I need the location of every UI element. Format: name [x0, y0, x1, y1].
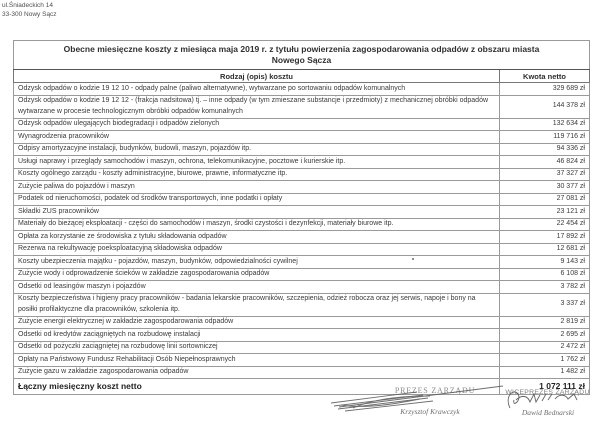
cost-amount-cell: 17 892 zł — [500, 231, 590, 244]
cost-description-cell: Materiały do bieżącej eksploatacji - części do samochodów i maszyn, środki czystości i dezynfekcji, materiały biurowe itp. — [14, 218, 500, 231]
table-row — [14, 168, 590, 181]
cost-amount-cell: 30 377 zł — [500, 181, 590, 194]
address-street: ul.Śniadeckich 14 — [2, 2, 53, 9]
table-title-row — [14, 41, 590, 70]
cost-amount-cell: 27 081 zł — [500, 193, 590, 206]
cost-description-cell: Odzysk odpadów o kodzie 19 12 10 - odpady palne (paliwo alternatywne), wytwarzane po sortowaniu odpadów komunalnych — [14, 83, 500, 96]
company-address — [2, 1, 57, 19]
cost-description-cell: Odpisy amortyzacyjne instalacji, budynków, budowli, maszyn, pojazdów itp. — [14, 143, 500, 156]
table-row — [14, 206, 590, 219]
cost-description-cell: Zużycie wody i odprowadzenie ścieków w zakładzie zagospodarowania odpadów — [14, 268, 500, 281]
table-row — [14, 156, 590, 169]
table-row — [14, 293, 590, 316]
table-row — [14, 281, 590, 294]
table-row — [14, 243, 590, 256]
table-row — [14, 256, 590, 269]
cost-amount-cell: 1 762 zł — [500, 354, 590, 367]
president-name: Krzysztof Krawczyk — [400, 407, 460, 416]
cost-description-cell: Koszty ubezpieczenia majątku - pojazdów, maszyn, budynków, odpowiedzialności cywilnej — [14, 256, 500, 269]
table-row — [14, 83, 590, 96]
cost-amount-cell: 2 819 zł — [500, 316, 590, 329]
cost-description-cell: Koszty bezpieczeństwa i higieny pracy pracowników - badania lekarskie pracowników, szczepienia, odzież robocza oraz jej serwis, napoje i bony na posiłki profilaktyczne dla pracowników, szkolenia itp. — [14, 293, 500, 316]
table-row — [14, 143, 590, 156]
table-title-line2: Nowego Sącza — [271, 55, 332, 65]
table-header-row — [14, 70, 590, 83]
cost-amount-cell: 2 472 zł — [500, 341, 590, 354]
column-header-description: Rodzaj (opis) kosztu — [14, 70, 500, 83]
cost-description-cell: Odzysk odpadów o kodzie 19 12 12 - (frakcja nadsitowa) tj. – inne odpady (w tym zmieszane substancje i przedmioty) z mechanicznej obróbki odpadów wytwarzane w procesie technologicznym obróbki odpadów komunalnych — [14, 95, 500, 118]
table-row — [14, 218, 590, 231]
cost-amount-cell: 23 121 zł — [500, 206, 590, 219]
cost-description-cell: Koszty ogólnego zarządu - koszty administracyjne, biurowe, prawne, informatyczne itp. — [14, 168, 500, 181]
column-header-amount: Kwota netto — [500, 70, 590, 83]
cost-description-cell: Zużycie gazu w zakładzie zagospodarowania odpadów — [14, 366, 500, 379]
cost-description-cell: Wynagrodzenia pracowników — [14, 131, 500, 144]
cost-amount-cell: 2 695 zł — [500, 329, 590, 342]
cost-description-cell: Składki ZUS pracowników — [14, 206, 500, 219]
cost-table — [13, 40, 590, 395]
cost-amount-cell: 9 143 zł — [500, 256, 590, 269]
cost-description-cell: Odsetki od kredytów zaciągniętych na rozbudowę instalacji — [14, 329, 500, 342]
table-row — [14, 181, 590, 194]
vice-president-name: Dawid Bednarski — [521, 408, 575, 417]
cost-description-cell: Zużycie paliwa do pojazdów i maszyn — [14, 181, 500, 194]
vice-president-title: WICEPREZES ZARZĄDU — [505, 389, 590, 396]
cost-description-cell: Odsetki od pożyczki zaciągniętej na rozbudowę linii sortowniczej — [14, 341, 500, 354]
table-row — [14, 366, 590, 379]
cost-description-cell: Opłaty na Państwowy Fundusz Rehabilitacji Osób Niepełnosprawnych — [14, 354, 500, 367]
total-amount: 1 072 111 zł — [500, 379, 590, 395]
cost-description-cell: Odzysk odpadów ulegających biodegradacji i odpadów zielonych — [14, 118, 500, 131]
table-row — [14, 95, 590, 118]
cost-amount-cell: 94 336 zł — [500, 143, 590, 156]
cost-amount-cell: 6 108 zł — [500, 268, 590, 281]
table-row — [14, 131, 590, 144]
cost-amount-cell: 3 337 zł — [500, 293, 590, 316]
total-label: Łączny miesięczny koszt netto — [14, 379, 500, 395]
cost-amount-cell: 22 454 zł — [500, 218, 590, 231]
table-row — [14, 354, 590, 367]
cost-amount-cell: 1 482 zł — [500, 366, 590, 379]
cost-description-cell: Usługi naprawy i przeglądy samochodów i maszyn, ochrona, telekomunikacyjne, pocztowe i kurierskie itp. — [14, 156, 500, 169]
cost-amount-cell: 329 689 zł — [500, 83, 590, 96]
address-city: 33-300 Nowy Sącz — [2, 11, 57, 18]
cost-description-cell: Podatek od nieruchomości, podatek od środków transportowych, inne podatki i opłaty — [14, 193, 500, 206]
table-row — [14, 329, 590, 342]
table-row — [14, 316, 590, 329]
table-row — [14, 231, 590, 244]
cost-amount-cell: 37 327 zł — [500, 168, 590, 181]
table-row — [14, 268, 590, 281]
cost-description-cell: Opłata za korzystanie ze środowiska z tytułu składowania odpadów — [14, 231, 500, 244]
cost-amount-cell: 12 681 zł — [500, 243, 590, 256]
president-title: PREZES ZARZĄDU — [394, 386, 476, 395]
table-title-line1: Obecne miesięczne koszty z miesiąca maja 2019 r. z tytułu powierzenia zagospodarowania odpadów z obszaru miasta — [63, 44, 540, 54]
table-row — [14, 118, 590, 131]
cost-amount-cell: 132 634 zł — [500, 118, 590, 131]
cost-amount-cell: 144 378 zł — [500, 95, 590, 118]
cost-table-body — [14, 83, 590, 379]
cost-description-cell: Rezerwa na rekultywację poeksploatacyjną składowiska odpadów — [14, 243, 500, 256]
table-row — [14, 193, 590, 206]
cost-amount-cell: 3 782 zł — [500, 281, 590, 294]
cost-description-cell: Odsetki od leasingów maszyn i pojazdów — [14, 281, 500, 294]
cost-amount-cell: 119 716 zł — [500, 131, 590, 144]
cost-amount-cell: 46 824 zł — [500, 156, 590, 169]
cost-description-cell: Zużycie energii elektrycznej w zakładzie zagospodarowania odpadów — [14, 316, 500, 329]
table-title — [14, 41, 590, 70]
scan-artifact-dot — [412, 258, 414, 260]
table-row — [14, 341, 590, 354]
